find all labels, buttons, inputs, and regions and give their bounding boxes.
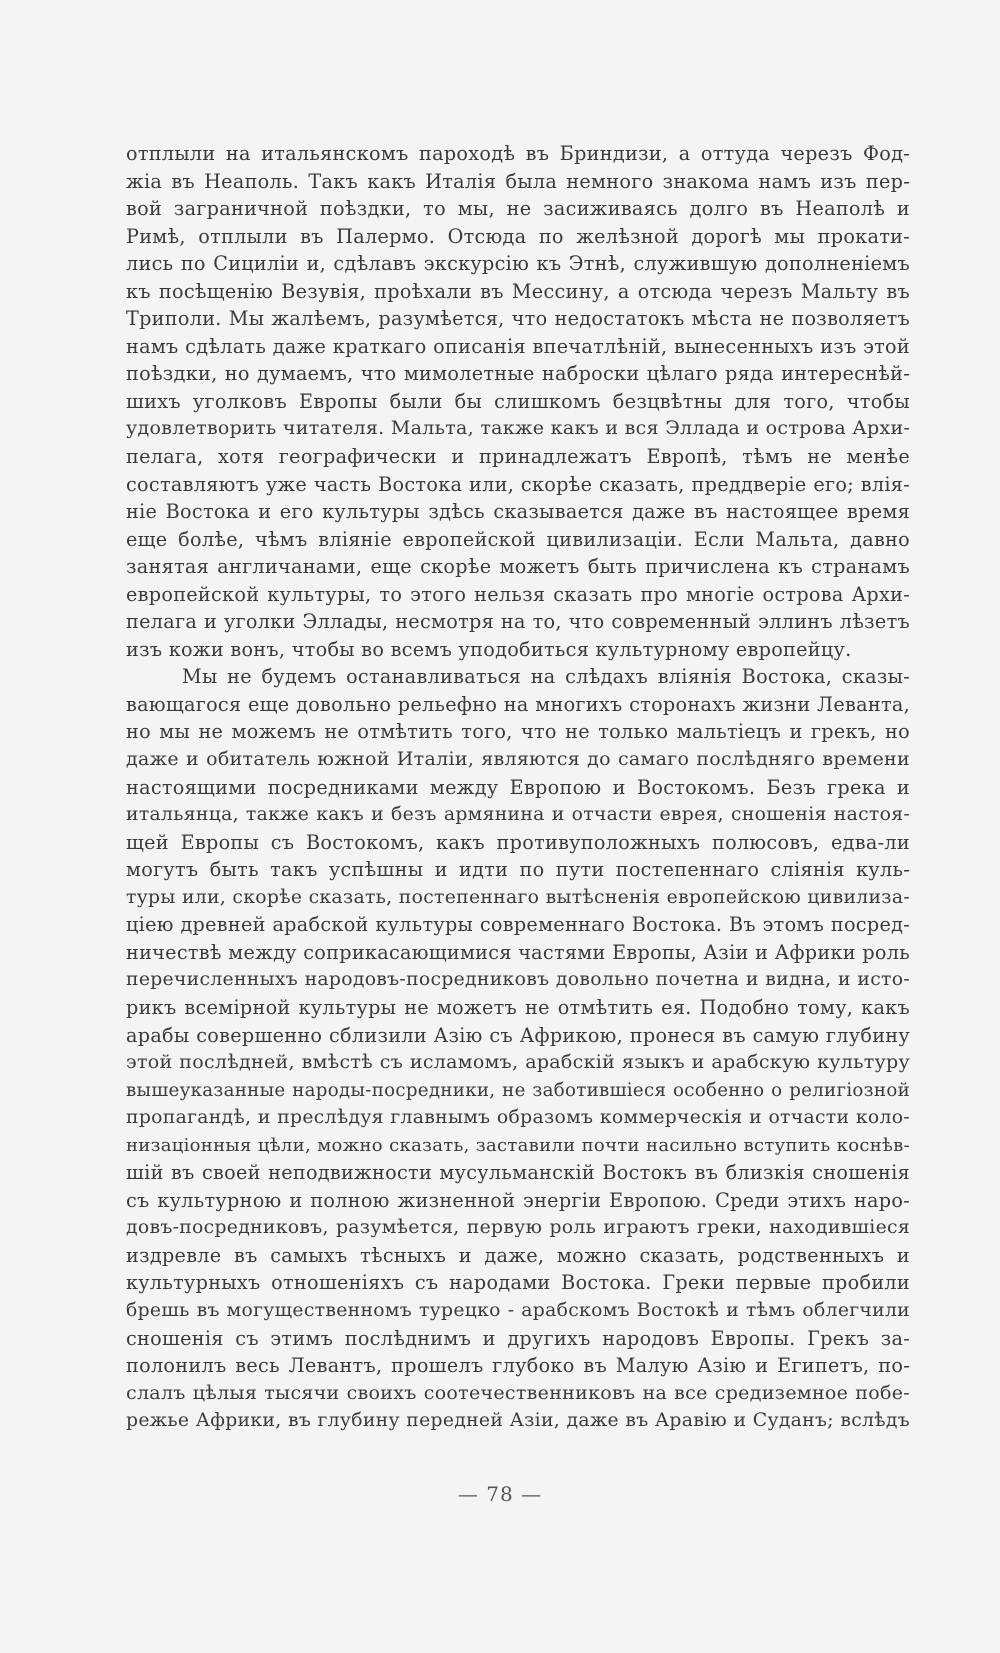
text-line: Римѣ, отплыли въ Палермо. Отсюда по желѣзной дорогѣ мы прокати- <box>126 224 910 248</box>
text-line: шихъ уголковъ Европы были бы слишкомъ безцвѣтны для того, чтобы <box>126 389 910 413</box>
text-line: отплыли на итальянскомъ пароходѣ въ Бриндизи, а оттуда черезъ Фод- <box>126 142 910 165</box>
text-line: европейской культуры, то этого нельзя сказать про многіе острова Архи- <box>126 582 910 606</box>
page-number: — 78 — <box>457 1482 543 1506</box>
body-text <box>126 140 910 1435</box>
text-line: рикъ всемірной культуры не можетъ не отмѣтить ея. Подобно тому, какъ <box>126 995 910 1019</box>
text-line: поѣздки, но думаемъ, что мимолетные наброски цѣлаго ряда интереснѣй- <box>126 362 910 386</box>
text-line: еще болѣе, чѣмъ вліяніе европейской цивилизаціи. Если Мальта, давно <box>126 527 910 551</box>
text-line: ніе Востока и его культуры здѣсь сказывается даже въ настоящее время <box>126 500 910 524</box>
text-line: низаціонныя цѣли, можно сказать, заставили почти насильно вступить коснѣв- <box>126 1134 910 1156</box>
text-line: съ культурною и полною жизненной энергіи Европою. Среди этихъ наро- <box>126 1188 910 1212</box>
text-line: пропагандѣ, и преслѣдуя главнымъ образомъ коммерческія и отчасти коло- <box>126 1107 910 1129</box>
text-line: перечисленныхъ народовъ-посредниковъ довольно почетна и видна, и исто- <box>126 969 910 991</box>
text-line: шій въ своей неподвижности мусульманскій Востокъ въ близкія сношенія <box>126 1161 910 1185</box>
text-line: составляютъ уже часть Востока или, скорѣе сказать, преддверіе его; влія- <box>126 472 910 496</box>
text-line: щей Европы съ Востокомъ, какъ противуположныхъ полюсовъ, едва-ли <box>126 830 910 854</box>
text-line: довъ-посредниковъ, разумѣется, первую роль играютъ греки, находившіеся <box>126 1217 910 1239</box>
text-line: Мы не будемъ останавливаться на слѣдахъ вліянія Востока, сказы- <box>182 665 910 689</box>
text-line: режье Африки, въ глубину передней Азіи, даже въ Аравію и Суданъ; вслѣдъ <box>126 1410 910 1432</box>
text-line: могутъ быть такъ успѣшны и идти по пути постепеннаго сліянія куль- <box>126 858 910 882</box>
text-line: но мы не можемъ не отмѣтить того, что не только мальтіецъ и грекъ, но <box>126 720 910 744</box>
text-line: брешь въ могущественномъ турецко - арабскомъ Востокѣ и тѣмъ облегчили <box>126 1299 910 1321</box>
text-line: ничествѣ между соприкасающимися частями Европы, Азіи и Африки роль <box>126 940 910 964</box>
text-line: пелага, хотя географически и принадлежатъ Европѣ, тѣмъ не менѣе <box>126 445 910 469</box>
text-line: вышеуказанные народы-посредники, не заботившіеся особенно о религіозной <box>126 1079 910 1101</box>
text-line: изъ кожи вонъ, чтобы во всемъ уподобиться культурному европейцу. <box>126 637 852 661</box>
text-line: итальянца, также какъ и безъ армянина и отчасти еврея, сношенія настоя- <box>126 804 910 826</box>
text-line: вой заграничной поѣздки, то мы, не засиживаясь долго въ Неаполѣ и <box>126 197 910 221</box>
text-line: пелага и уголки Эллады, несмотря на то, что современный эллинъ лѣзетъ <box>126 610 910 634</box>
text-line: даже и обитатель южной Италіи, являются до самаго послѣдняго времени <box>126 748 910 771</box>
text-line: вающагося еще довольно рельефно на многихъ сторонахъ жизни Леванта, <box>126 692 910 716</box>
text-line: настоящими посредниками между Европою и Востокомъ. Безъ грека и <box>126 775 910 799</box>
text-line: лись по Сициліи и, сдѣлавъ экскурсію къ Этнѣ, служившую дополненіемъ <box>126 252 910 276</box>
text-line: удовлетворить читателя. Мальта, также какъ и вся Эллада и острова Архи- <box>126 417 910 440</box>
text-line: ціею древней арабской культуры современнаго Востока. Въ этомъ посред- <box>126 913 910 937</box>
text-line: издревле въ самыхъ тѣсныхъ и даже, можно сказать, родственныхъ и <box>126 1243 910 1267</box>
text-line: Триполи. Мы жалѣемъ, разумѣется, что недостатокъ мѣста не позволяетъ <box>126 307 910 331</box>
text-line: туры или, скорѣе сказать, постепеннаго вытѣсненія европейскою цивилиза- <box>126 886 910 908</box>
text-line: культурныхъ отношеніяхъ съ народами Востока. Греки первые пробили <box>126 1271 910 1295</box>
text-line: полонилъ весь Левантъ, прошелъ глубоко въ Малую Азію и Египетъ, по- <box>126 1354 910 1378</box>
text-line: арабы совершенно сблизили Азію съ Африкою, пронеся въ самую глубину <box>126 1023 910 1047</box>
text-line: къ посѣщенію Везувія, проѣхали въ Мессину, а отсюда черезъ Мальту въ <box>126 279 910 303</box>
text-line: жіа въ Неаполь. Такъ какъ Италія была немного знакома намъ изъ пер- <box>126 169 910 193</box>
text-line: намъ сдѣлать даже краткаго описанія впечатлѣній, вынесенныхъ изъ этой <box>126 334 910 358</box>
text-line: сношенія съ этимъ послѣднимъ и другихъ народовъ Европы. Грекъ за- <box>126 1326 910 1350</box>
text-line: занятая англичанами, еще скорѣе можетъ быть причислена къ странамъ <box>126 555 910 579</box>
text-line: этой послѣдней, вмѣстѣ съ исламомъ, арабскій языкъ и арабскую культуру <box>126 1051 910 1074</box>
text-line: слалъ цѣлыя тысячи своихъ соотечественниковъ на все средиземное побе- <box>126 1381 910 1404</box>
